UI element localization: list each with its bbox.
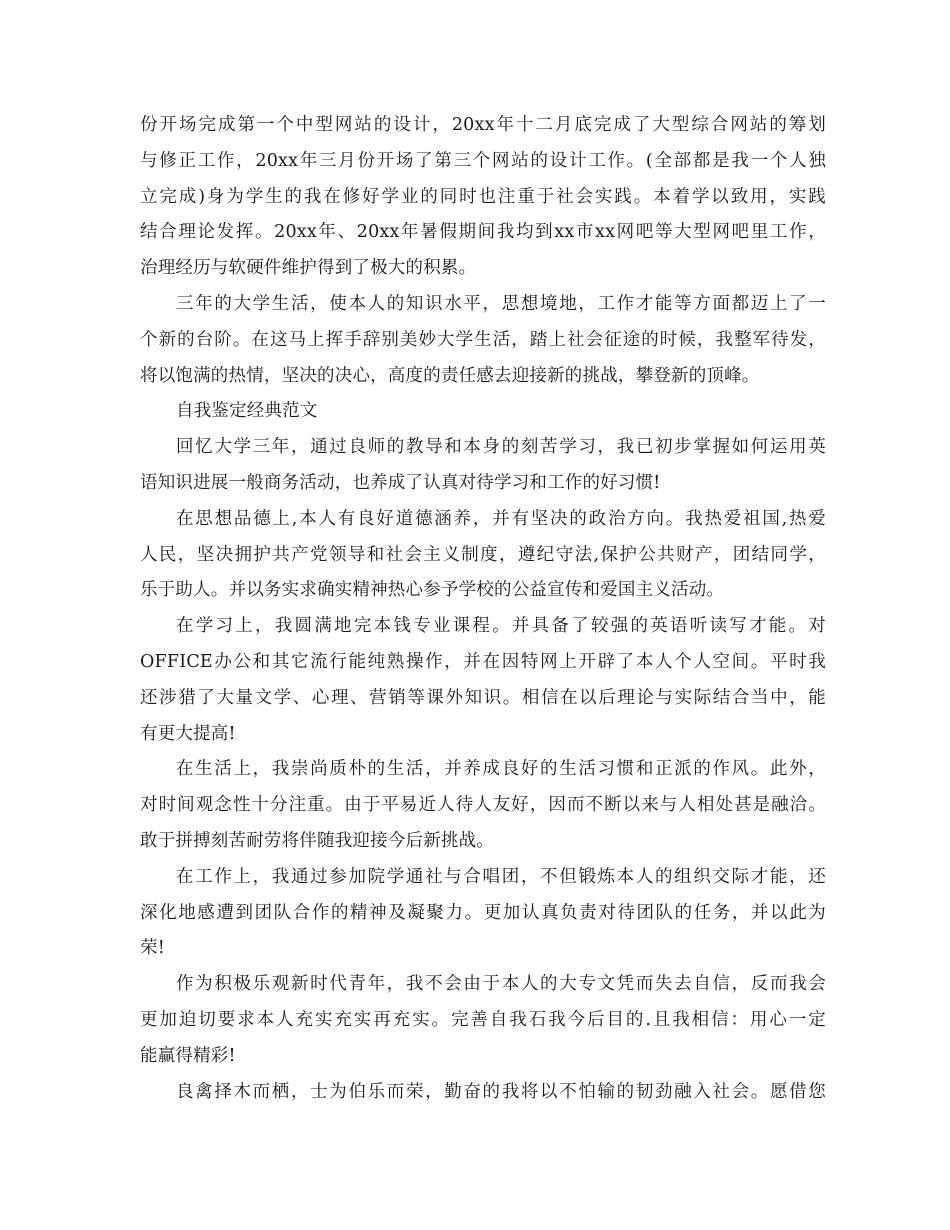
text-line: 回忆大学三年，通过良师的教导和本身的刻苦学习，我已初步掌握如何运用英 bbox=[176, 437, 826, 458]
text-line: 有更大提高! bbox=[140, 723, 236, 744]
text-line: 与修正工作，20xx年三月份开场了第三个网站的设计工作。(全部都是我一个人独 bbox=[140, 150, 826, 171]
text-line: 对时间观念性十分注重。由于平易近人待人友好，因而不断以来与人相处甚是融洽。 bbox=[140, 795, 826, 816]
text-line: 在工作上，我通过参加院学通社与合唱团，不但锻炼本人的组织交际才能，还 bbox=[176, 866, 826, 887]
text-line: 立完成)身为学生的我在修好学业的同时也注重于社会实践。本着学以致用，实践 bbox=[140, 186, 826, 207]
text-line: 在学习上，我圆满地完本钱专业课程。并具备了较强的英语听读写才能。对 bbox=[176, 616, 826, 637]
text-line: 作为积极乐观新时代青年，我不会由于本人的大专文凭而失去自信，反而我会 bbox=[176, 974, 826, 995]
text-line: 三年的大学生活，使本人的知识水平，思想境地，工作才能等方面都迈上了一 bbox=[176, 293, 826, 314]
text-line: 良禽择木而栖，士为伯乐而荣，勤奋的我将以不怕输的韧劲融入社会。愿借您 bbox=[176, 1081, 826, 1102]
text-line: 人民，坚决拥护共产党领导和社会主义制度，遵纪守法,保护公共财产，团结同学， bbox=[140, 544, 826, 565]
document-body bbox=[140, 108, 826, 1110]
text-line: 敢于拼搏刻苦耐劳将伴随我迎接今后新挑战。 bbox=[140, 830, 494, 851]
text-line: 份开场完成第一个中型网站的设计，20xx年十二月底完成了大型综合网站的筹划 bbox=[140, 115, 826, 135]
text-line: 个新的台阶。在这马上挥手辞别美妙大学生活，踏上社会征途的时候，我整军待发， bbox=[140, 329, 826, 350]
text-line: 在生活上，我崇尚质朴的生活，并养成良好的生活习惯和正派的作风。此外， bbox=[176, 759, 826, 780]
section-heading: 自我鉴定经典范文 bbox=[176, 401, 318, 422]
text-line: 结合理论发挥。20xx年、20xx年暑假期间我均到xx市xx网吧等大型网吧里工作， bbox=[140, 222, 826, 243]
text-line: 荣! bbox=[140, 938, 165, 959]
text-line: 能赢得精彩! bbox=[140, 1045, 236, 1066]
text-line: OFFICE办公和其它流行能纯熟操作，并在因特网上开辟了本人个人空间。平时我 bbox=[140, 651, 826, 672]
text-line: 深化地感遭到团队合作的精神及凝聚力。更加认真负责对待团队的任务，并以此为 bbox=[140, 902, 826, 923]
text-line: 乐于助人。并以务实求确实精神热心参予学校的公益宣传和爱国主义活动。 bbox=[140, 580, 725, 601]
text-line: 治理经历与软硬件维护得到了极大的积累。 bbox=[140, 258, 477, 279]
text-line: 在思想品德上,本人有良好道德涵养，并有坚决的政治方向。我热爱祖国,热爱 bbox=[176, 508, 826, 529]
text-line: 语知识进展一般商务活动，也养成了认真对待学习和工作的好习惯! bbox=[140, 472, 661, 493]
text-line: 将以饱满的热情，坚决的决心，高度的责任感去迎接新的挑战，攀登新的顶峰。 bbox=[140, 365, 760, 386]
text-line: 还涉猎了大量文学、心理、营销等课外知识。相信在以后理论与实际结合当中，能 bbox=[140, 687, 826, 708]
text-line: 更加迫切要求本人充实充实再充实。完善自我石我今后目的.且我相信：用心一定 bbox=[140, 1009, 826, 1030]
